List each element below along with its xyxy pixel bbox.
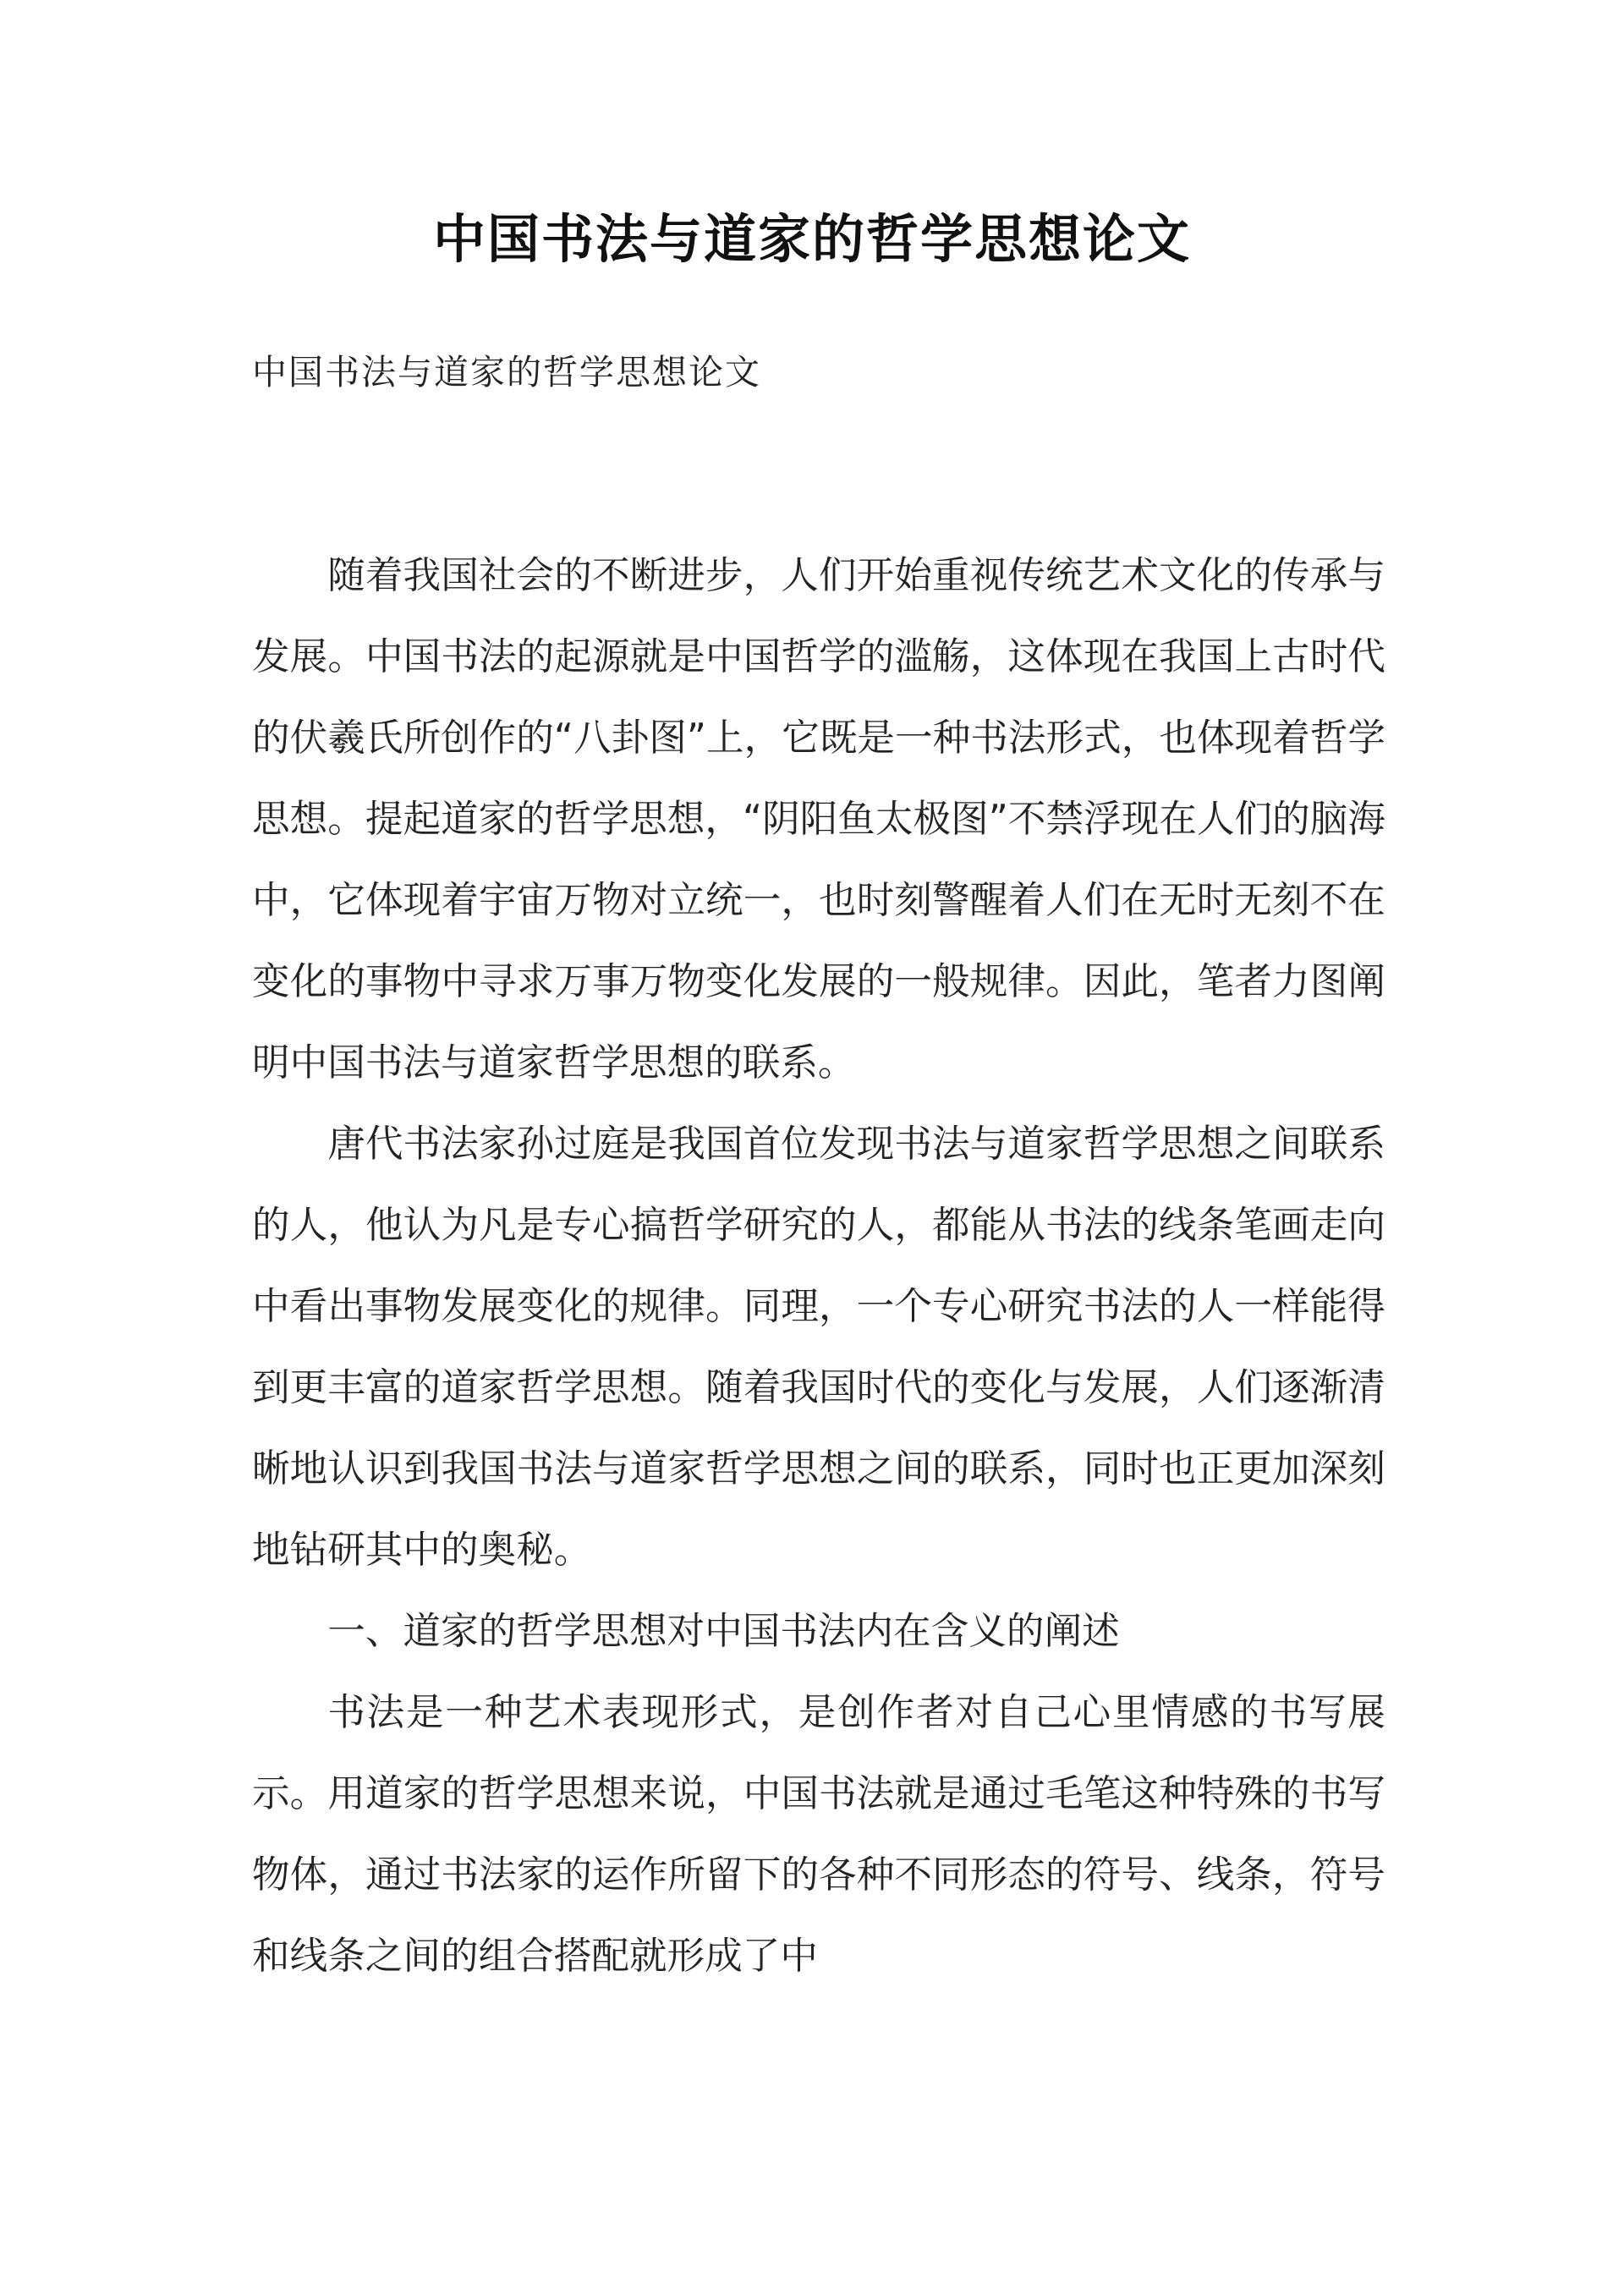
paragraph-sun-guoting: 唐代书法家孙过庭是我国首位发现书法与道家哲学思想之间联系的人，他认为凡是专心搞哲学研究的人，都能从书法的线条笔画走向中看出事物发展变化的规律。同理，一个专心研究书法的人一样能得到更丰富的道家哲学思想。随着我国时代的变化与发展，人们逐渐清晰地认识到我国书法与道家哲学思想之间的联系，同时也正更加深刻地钻研其中的奥秘。: [252, 1122, 1385, 1572]
document-body: [252, 535, 1385, 1996]
section-heading-1: 一、道家的哲学思想对中国书法内在含义的阐述: [327, 1609, 1120, 1653]
paragraph-intro: 随着我国社会的不断进步，人们开始重视传统艺术文化的传承与发展。中国书法的起源就是中国哲学的滥觞，这体现在我国上古时代的伏羲氏所创作的“八卦图”上，它既是一种书法形式，也体现着哲学思想。提起道家的哲学思想，“阴阳鱼太极图”不禁浮现在人们的脑海中，它体现着宇宙万物对立统一，也时刻警醒着人们在无时无刻不在变化的事物中寻求万事万物变化发展的一般规律。因此，笔者力图阐明中国书法与道家哲学思想的联系。: [252, 553, 1385, 1084]
paragraph-section-1: 书法是一种艺术表现形式，是创作者对自己心里情感的书写展示。用道家的哲学思想来说，中国书法就是通过毛笔这种特殊的书写物体，通过书法家的运作所留下的各种不同形态的符号、线条，符号和线条之间的组合搭配就形成了中: [252, 1690, 1385, 1978]
document-title: 中国书法与道家的哲学思想论文: [432, 208, 1191, 270]
document-subtitle: 中国书法与道家的哲学思想论文: [252, 352, 761, 393]
